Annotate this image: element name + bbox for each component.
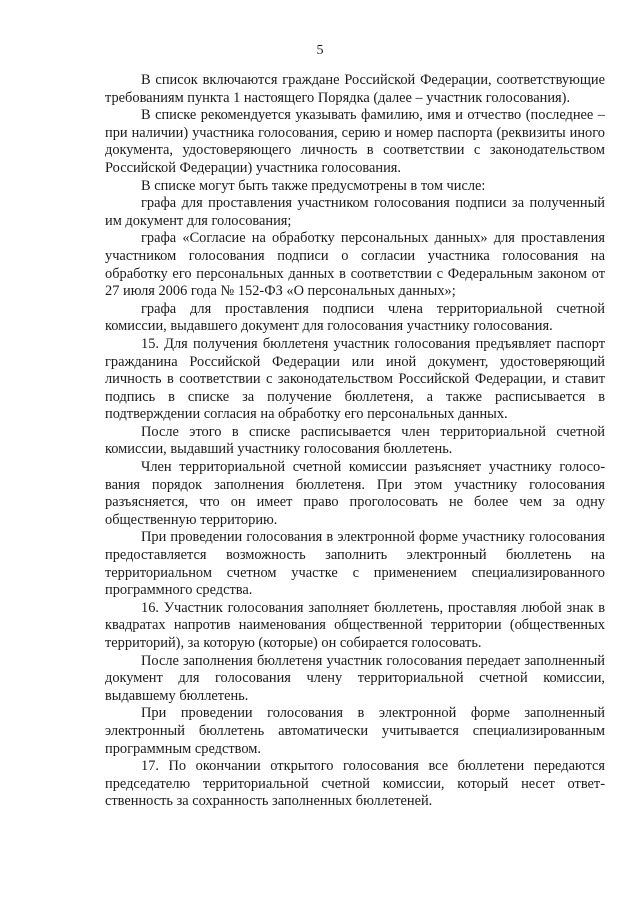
paragraph-electronic-ballot: При проведении голосования в электронной форме участнику голосования предоставляется возможность заполнить электронный бюллетень на территориальном счетном участке с применением специализированного программного средства. <box>105 529 605 599</box>
paragraph-explanation: Член территориальной счетной комиссии разъясняет участнику голосования порядок заполнения бюллетеня. При этом участнику голосования разъясняется, что он имеет право проголосовать не более чем за одну общественную территорию. <box>105 459 605 528</box>
paragraph-after-filling: После заполнения бюллетеня участник голосования передает заполненный документ для голосования члену территориальной счетной комиссии, выдавшему бюллетень. <box>105 652 605 704</box>
paragraph-list-recommendations: В списке рекомендуется указывать фамилию, имя и отчество (последнее – при наличии) участника голосования, серию и номер паспорта (реквизиты иного документа, удостоверяющего личность в соответствии с законодательством Российской Федерации) участника голосования. <box>105 107 605 176</box>
page-number: 5 <box>316 43 324 58</box>
paragraph-item-15: 15. Для получения бюллетеня участник голосования предъявляет паспорт гражданина Российской Федерации или иной документ, удостоверяющий личность в соответствии с законодательством Российской Федерации, и ставит подпись в списке за получение бюллетеня, а также расписывается в подтверждении согласия на обработку его персональных данных. <box>105 335 605 423</box>
paragraph-list-inclusion: В список включаются граждане Российской Федерации, соответствующие требованиям пункта 1 настоящего Порядка (далее – участник голосования). <box>105 72 605 106</box>
paragraph-column-consent: графа «Согласие на обработку персональных данных» для проставления участником голосования подписи о согласии участника голосования на обработку его персональных данных в соответствии с Федеральным законом от 27 июля 2006 года № 152-ФЗ «О персональных данных»; <box>105 230 605 300</box>
paragraph-item-16: 16. Участник голосования заполняет бюллетень, проставляя любой знак в квадратах напротив наименования общественной территории (общественных территорий), за которую (которые) он собирается голосовать. <box>105 599 605 651</box>
paragraph-column-commission-signature: графа для проставления подписи члена территориальной счетной комиссии, выдавшего документ для голосования участнику голосования. <box>105 300 605 335</box>
document-body <box>105 72 605 811</box>
paragraph-electronic-counting: При проведении голосования в электронной форме заполненный электронный бюллетень автоматически учитывается специализированным программным средством. <box>105 705 605 757</box>
paragraph-commission-signs: После этого в списке расписывается член территориальной счетной комиссии, выдавший участнику голосования бюллетень. <box>105 423 605 458</box>
paragraph-item-17: 17. По окончании открытого голосования все бюллетени передаются председателю территориальной счетной комиссии, который несет ответственность за сохранность заполненных бюллетеней. <box>105 758 605 810</box>
paragraph-column-signature-received: графа для проставления участником голосования подписи за полученный им документ для голосования; <box>105 195 605 229</box>
paragraph-list-columns-intro: В списке могут быть также предусмотрены в том числе: <box>141 177 486 194</box>
